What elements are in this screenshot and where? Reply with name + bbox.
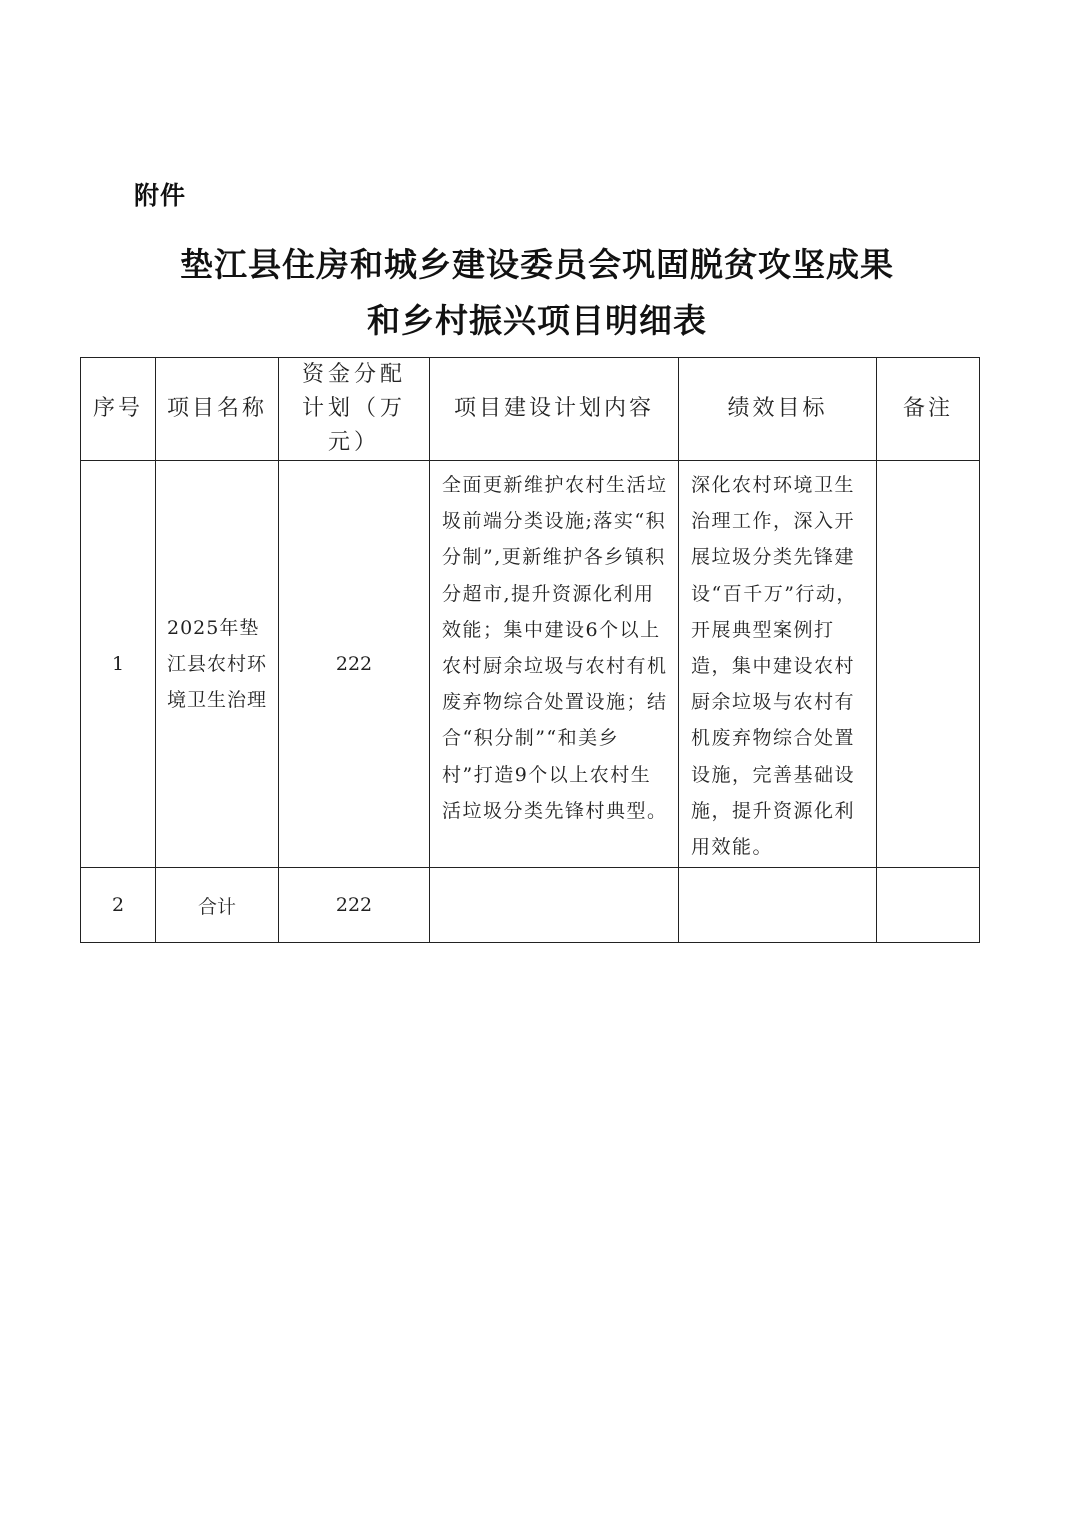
document-title-line-1: 垫江县住房和城乡建设委员会巩固脱贫攻坚成果: [180, 245, 894, 284]
row-plan-content: 全面更新维护农村生活垃圾前端分类设施;落实“积分制”,更新维护各乡镇积分超市,提升资源化利用效能；集中建设6个以上农村厨余垃圾与农村有机废弃物综合处置设施；结合“积分制”“和美乡村”打造9个以上农村生活垃圾分类先锋村典型。: [430, 461, 679, 868]
total-plan-content: [430, 868, 679, 943]
header-project-name: 项目名称: [156, 358, 279, 461]
table-row-total: [81, 868, 980, 943]
header-remark: 备注: [877, 358, 980, 461]
row-seq: 1: [81, 461, 156, 868]
total-label: 合计: [156, 868, 279, 943]
total-remark: [877, 868, 980, 943]
attachment-label: 附件: [134, 181, 187, 210]
header-plan-content: 项目建设计划内容: [430, 358, 679, 461]
row-fund: 222: [279, 461, 430, 868]
row-remark: [877, 461, 980, 868]
total-seq: 2: [81, 868, 156, 943]
table-header-row: [81, 358, 980, 461]
header-performance-goal: 绩效目标: [679, 358, 877, 461]
total-fund: 222: [279, 868, 430, 943]
row-performance-goal: 深化农村环境卫生治理工作，深入开展垃圾分类先锋建设“百千万”行动，开展典型案例打造，集中建设农村厨余垃圾与农村有机废弃物综合处置设施，完善基础设施，提升资源化利用效能。: [679, 461, 877, 868]
table-row: [81, 461, 980, 868]
header-fund-allocation: 资金分配计划（万元）: [279, 358, 430, 461]
row-project-name: 2025年垫江县农村环境卫生治理: [156, 461, 279, 868]
total-performance-goal: [679, 868, 877, 943]
header-seq: 序号: [81, 358, 156, 461]
document-title-line-2: 和乡村振兴项目明细表: [367, 301, 707, 340]
project-detail-table: [80, 357, 980, 943]
